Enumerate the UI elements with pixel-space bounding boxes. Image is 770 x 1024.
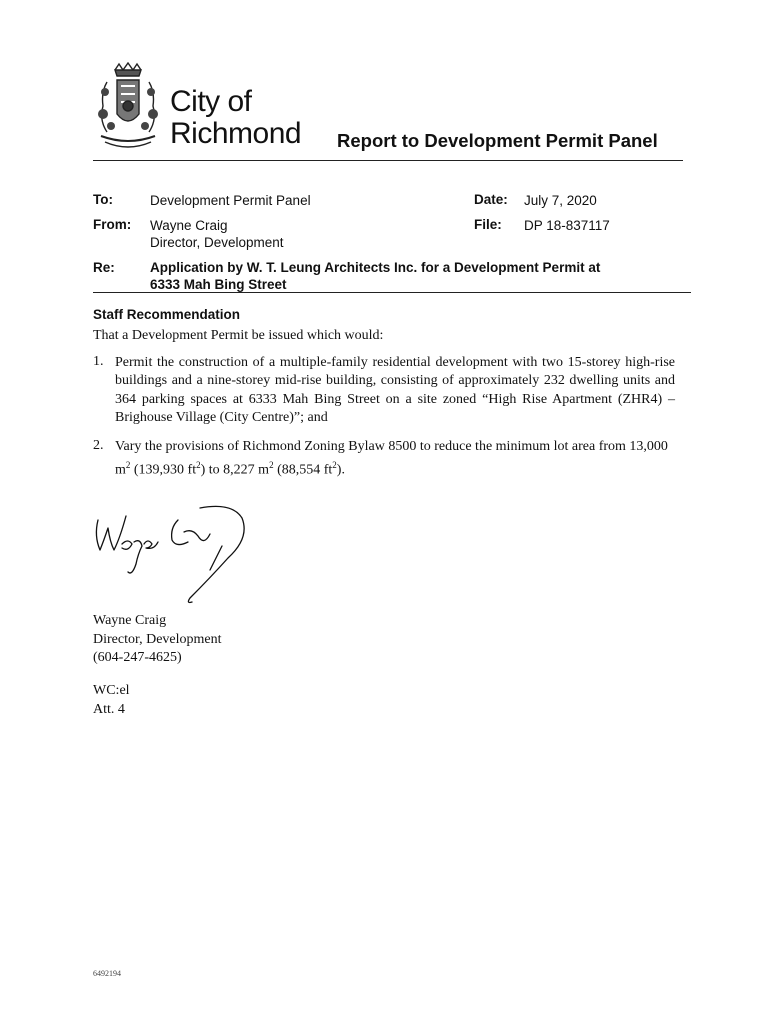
- list-item-text-part: Vary the provisions of Richmond Zoning Bylaw 8500 to reduce the minimum lot area from 13,000 m: [115, 439, 668, 478]
- header-rule: [93, 160, 683, 161]
- to-label: To:: [93, 192, 113, 207]
- city-name: [170, 86, 301, 150]
- file-value: DP 18-837117: [524, 218, 610, 233]
- re-subject-line1: Application by W. T. Leung Architects Inc. for a Development Permit at: [150, 260, 601, 275]
- signatory-title: Director, Development: [93, 631, 222, 647]
- to-value: Development Permit Panel: [150, 193, 311, 208]
- file-label: File:: [474, 217, 502, 232]
- from-name: Wayne Craig: [150, 218, 228, 233]
- superscript: 2: [332, 460, 337, 471]
- handwritten-signature: [92, 498, 262, 610]
- list-item-text-part: ) to 8,227 m: [200, 462, 270, 478]
- city-name-line1: City of: [170, 85, 252, 118]
- re-label: Re:: [93, 260, 115, 275]
- signature-block: [93, 612, 222, 668]
- signatory-name: Wayne Craig: [93, 613, 167, 628]
- re-subject-line2: 6333 Mah Bing Street: [150, 277, 287, 292]
- signatory-phone: (604-247-4625): [93, 650, 182, 665]
- list-item-text-part: ).: [336, 462, 345, 478]
- superscript: 2: [125, 460, 131, 471]
- staff-recommendation-heading: Staff Recommendation: [93, 307, 241, 322]
- author-initials: WC:el: [93, 683, 130, 698]
- document-code: 6492194: [93, 969, 121, 978]
- list-item-text: Permit the construction of a multiple-family residential development with two 15-storey high-rise buildings and a nine-storey mid-rise building, consisting of approximately 232 dwelling units and 364 parking spaces at 6333 Mah Bing Street on a site zoned “High Rise Apartment (ZHR4) – Brighouse Village (City Centre)”; and: [115, 355, 675, 425]
- date-label: Date:: [474, 192, 508, 207]
- list-item-text-part: (139,930 ft: [130, 462, 197, 478]
- city-name-line2: Richmond: [170, 117, 302, 150]
- recommendation-intro: That a Development Permit be issued which would:: [93, 328, 384, 343]
- list-item-number: 2.: [93, 438, 104, 453]
- from-title: Director, Development: [150, 235, 284, 250]
- from-label: From:: [93, 217, 132, 232]
- superscript: 2: [269, 460, 274, 471]
- city-crest-logo: [93, 62, 163, 154]
- list-item-number: 1.: [93, 354, 104, 369]
- list-item-text: [115, 438, 675, 480]
- superscript: 2: [196, 460, 201, 471]
- list-item-text-part: (88,554 ft: [273, 462, 333, 478]
- attachments-count: Att. 4: [93, 701, 125, 717]
- date-value: July 7, 2020: [524, 193, 597, 208]
- subject-rule: [93, 292, 691, 293]
- report-title: Report to Development Permit Panel: [337, 130, 658, 151]
- reference-block: [93, 682, 130, 719]
